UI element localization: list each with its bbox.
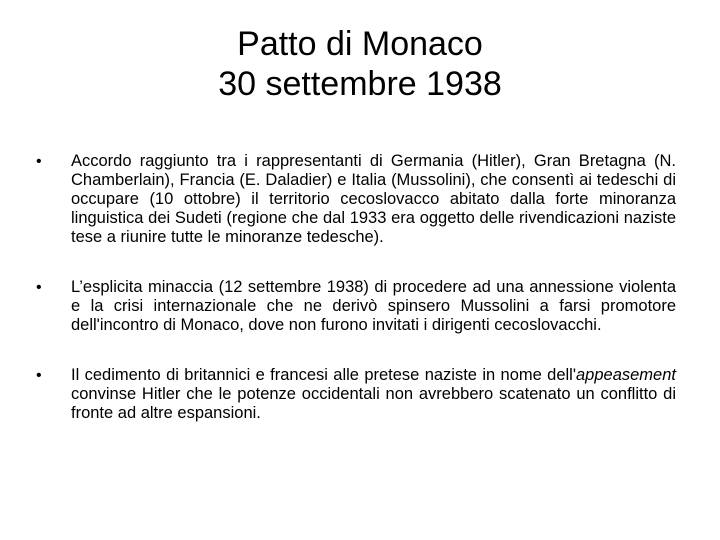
bullet-text-2: L’esplicita minaccia (12 settembre 1938) di procedere ad una annessione violenta e la crisi internazionale che ne derivò spinsero Mussolini a farsi promotore dell'incontro di Monaco, dove non furono invitati i dirigenti cecoslovacchi. (71, 278, 676, 334)
bullet-text-3-before: Il cedimento di britannici e francesi alle pretese naziste in nome dell' (71, 366, 576, 384)
bullet-item-1 (36, 152, 676, 247)
bullet-text-3 (71, 366, 676, 422)
bullet-dot-icon: • (36, 279, 42, 296)
bullet-item-2 (36, 278, 676, 335)
bullet-list (36, 152, 676, 423)
title-line-1: Patto di Monaco (237, 25, 483, 63)
bullet-dot-icon: • (36, 367, 42, 384)
bullet-text-3-italic: appeasement (576, 366, 676, 384)
bullet-text-3-after: convinse Hitler che le potenze occidentali non avrebbero scatenato un conflitto di fronte ad altre espansioni. (71, 385, 676, 422)
title-line-2: 30 settembre 1938 (218, 65, 502, 103)
slide-title (0, 24, 720, 104)
bullet-item-3 (36, 366, 676, 423)
bullet-text-1: Accordo raggiunto tra i rappresentanti di Germania (Hitler), Gran Bretagna (N. Chamberlain), Francia (E. Daladier) e Italia (Mussolini), che consentì ai tedeschi di occupare (10 ottobre) il territorio cecoslovacco abitato dalla forte minoranza linguistica dei Sudeti (regione che dal 1933 era oggetto delle rivendicazioni naziste tese a riunire tutte le minoranze tedesche). (71, 152, 676, 246)
bullet-dot-icon: • (36, 153, 42, 170)
